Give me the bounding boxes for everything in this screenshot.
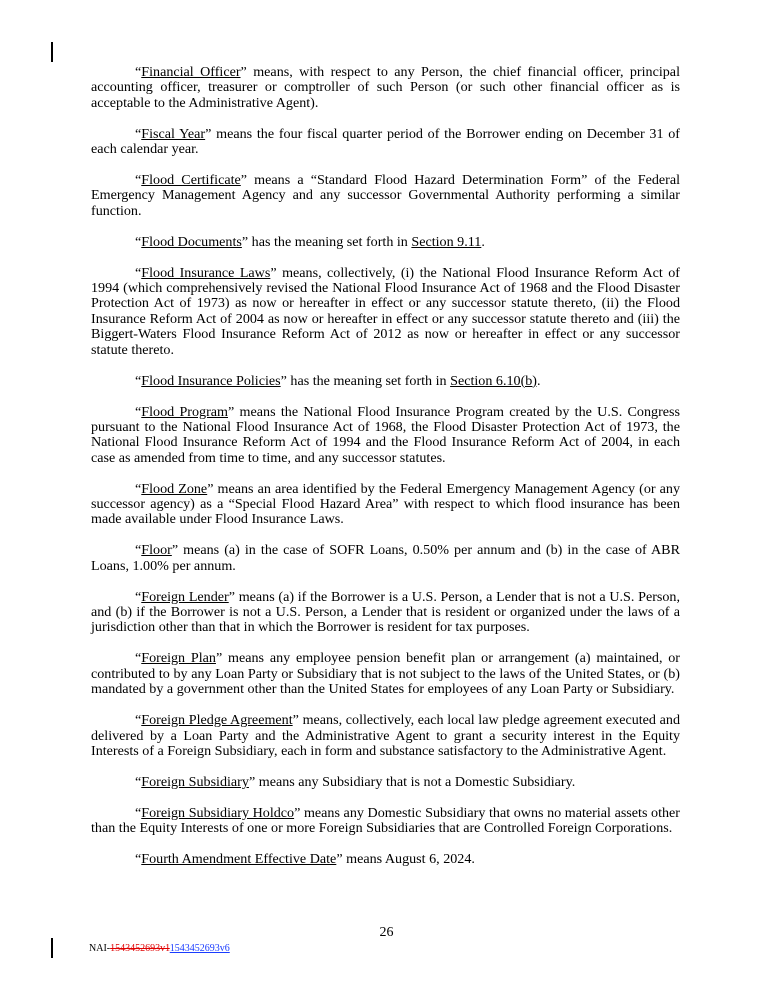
definition-paragraph: “Fourth Amendment Effective Date” means August 6, 2024. (135, 851, 475, 868)
defined-term: Foreign Lender (141, 588, 229, 605)
defined-term: Financial Officer (141, 64, 241, 80)
definition-text: means an area identified by the Federal Emergency Management Agency (or any successor agency) as a “Special Flood Hazard Area” with respect to which flood insurance has been made available under Flood Insurance Laws. (91, 480, 680, 528)
change-bar-top (51, 42, 53, 62)
defined-term: Flood Program (141, 403, 228, 420)
section-reference: Section 6.10(b) (450, 372, 538, 389)
definition-text: means (a) in the case of SOFR Loans, 0.50% per annum and (b) in the case of ABR Loans, 1.00% per annum. (91, 542, 680, 574)
definition-tail: . (537, 372, 541, 389)
definition-text: means (a) if the Borrower is a U.S. Person, a Lender that is not a U.S. Person, and (b) if the Borrower is not a U.S. Person, a Lender that is resident or organized under the laws of a jurisdiction other than that in which the Borrower is resident for tax purposes. (91, 588, 681, 636)
definition-paragraph: “Flood Insurance Laws” means, collectively, (i) the National Flood Insurance Reform Act of 1994 (which comprehensively revised the National Flood Insurance Act of 1968 and the Flood Disaster Protection Act of 1973) as now or hereafter in effect or any successor statute thereto, (ii) the Flood Insurance Reform Act of 2004 as now or hereafter in effect or any successor statute thereto and (iii) the Biggert-Waters Flood Insurance Reform Act of 2012 as now or hereafter in effect or any successor statute thereto. (91, 264, 681, 358)
definition-paragraph: “Flood Program” means the National Flood Insurance Program created by the U.S. Congress pursuant to the National Flood Insurance Act of 1968, the Flood Disaster Protection Act of 1973, the National Flood Insurance Reform Act of 1994 and the Flood Insurance Reform Act of 2004, in each case as amended from time to time, and any successor statutes. (91, 403, 680, 466)
definition-text: has the meaning set forth in (248, 233, 412, 250)
definition-text: means any Subsidiary that is not a Domestic Subsidiary. (255, 773, 576, 790)
defined-term: Fourth Amendment Effective Date (141, 851, 337, 868)
definition-text: means, with respect to any Person, the chief financial officer, principal accounting officer, treasurer or comptroller of such Person (or such other financial officer as is acceptable to the Administrative Agent). (91, 64, 680, 111)
definition-paragraph: “Flood Insurance Policies” has the meaning set forth in Section 6.10(b). (135, 372, 541, 389)
defined-term: Foreign Pledge Agreement (141, 712, 293, 729)
definition-text: means the four fiscal quarter period of the Borrower ending on December 31 of each calendar year. (91, 125, 680, 158)
definition-paragraph: “Foreign Subsidiary” means any Subsidiary that is not a Domestic Subsidiary. (135, 773, 576, 790)
defined-term: Flood Insurance Laws (141, 264, 271, 281)
defined-term: Floor (141, 542, 172, 559)
section-reference: Section 9.11 (411, 233, 482, 250)
definition-paragraph: “Flood Zone” means an area identified by the Federal Emergency Management Agency (or any successor agency) as a “Special Flood Hazard Area” with respect to which flood insurance has been made available under Flood Insurance Laws. (91, 480, 680, 528)
definition-paragraph: “Flood Certificate” means a “Standard Flood Hazard Determination Form” of the Federal Emergency Management Agency and any successor Governmental Authority performing a similar function. (91, 172, 681, 219)
defined-term: Foreign Subsidiary Holdco (141, 804, 295, 821)
definition-text: means any employee pension benefit plan or arrangement (a) maintained, or contributed to by any Loan Party or Subsidiary that is not subject to the laws of the United States, or (b) mandated by a government other than the United States for employees of any Loan Party or Subsidiary. (91, 650, 680, 698)
definitions-section (91, 65, 680, 883)
definition-text: means the National Flood Insurance Program created by the U.S. Congress pursuant to the National Flood Insurance Act of 1968, the Flood Disaster Protection Act of 1973, the National Flood Insurance Reform Act of 1994 and the Flood Insurance Reform Act of 2004, in each case as amended from time to time, and any successor statutes. (91, 403, 680, 466)
defined-term: Flood Documents (141, 233, 242, 250)
definition-paragraph: “Foreign Lender” means (a) if the Borrower is a U.S. Person, a Lender that is not a U.S. Person, and (b) if the Borrower is not a U.S. Person, a Lender that is resident or organized under the laws of a jurisdiction other than that in which the Borrower is resident for tax purposes. (91, 588, 681, 636)
definition-text: has the meaning set forth in (286, 372, 451, 389)
document-id-deleted: 1543452693v1 (110, 943, 170, 954)
document-id-inserted: 1543452693v6 (169, 943, 230, 954)
defined-term: Fiscal Year (141, 125, 206, 142)
definition-text: means a “Standard Flood Hazard Determination Form” of the Federal Emergency Management Agency and any successor Governmental Authority performing a similar function. (91, 172, 681, 219)
defined-term: Foreign Subsidiary (141, 773, 249, 790)
definition-paragraph: “Floor” means (a) in the case of SOFR Loans, 0.50% per annum and (b) in the case of ABR Loans, 1.00% per annum. (91, 542, 680, 574)
defined-term: Foreign Plan (141, 650, 216, 667)
change-bar-bottom (51, 938, 53, 958)
definition-paragraph: “Fiscal Year” means the four fiscal quarter period of the Borrower ending on December 31 of each calendar year. (91, 125, 680, 158)
definition-paragraph: “Foreign Plan” means any employee pension benefit plan or arrangement (a) maintained, or contributed to by any Loan Party or Subsidiary that is not subject to the laws of the United States, or (b) mandated by a government other than the United States for employees of any Loan Party or Subsidiary. (91, 650, 680, 698)
definition-text: means, collectively, each local law pledge agreement executed and delivered by a Loan Party and the Administrative Agent to grant a security interest in the Equity Interests of a Foreign Subsidiary, each in form and substance satisfactory to the Administrative Agent. (91, 712, 680, 759)
definition-paragraph: “Foreign Pledge Agreement” means, collectively, each local law pledge agreement executed and delivered by a Loan Party and the Administrative Agent to grant a security interest in the Equity Interests of a Foreign Subsidiary, each in form and substance satisfactory to the Administrative Agent. (91, 712, 680, 759)
definition-paragraph: “Flood Documents” has the meaning set forth in Section 9.11. (135, 233, 485, 250)
definition-text: means, collectively, (i) the National Flood Insurance Reform Act of 1994 (which comprehensively revised the National Flood Insurance Act of 1968 and the Flood Disaster Protection Act of 1973) as now or hereafter in effect or any successor statute thereto, (ii) the Flood Insurance Reform Act of 2004 as now or hereafter in effect or any successor statute thereto and (iii) the Biggert-Waters Flood Insurance Reform Act of 2012 as now or hereafter in effect or any successor statute thereto. (91, 264, 681, 358)
document-id-prefix: NAI- (89, 943, 111, 954)
page-number: 26 (379, 925, 394, 940)
defined-term: Flood Insurance Policies (141, 372, 281, 389)
definition-paragraph: “Financial Officer” means, with respect to any Person, the chief financial officer, principal accounting officer, treasurer or comptroller of such Person (or such other financial officer as is acceptable to the Administrative Agent). (91, 64, 680, 111)
document-id (89, 943, 230, 954)
defined-term: Flood Certificate (141, 172, 241, 189)
definition-text: means August 6, 2024. (342, 851, 475, 868)
definition-text: means any Domestic Subsidiary that owns no material assets other than the Equity Interests of one or more Foreign Subsidiaries that are Controlled Foreign Corporations. (91, 804, 681, 837)
definition-paragraph: “Foreign Subsidiary Holdco” means any Domestic Subsidiary that owns no material assets other than the Equity Interests of one or more Foreign Subsidiaries that are Controlled Foreign Corporations. (91, 804, 681, 837)
defined-term: Flood Zone (141, 480, 208, 497)
definition-tail: . (481, 233, 485, 250)
